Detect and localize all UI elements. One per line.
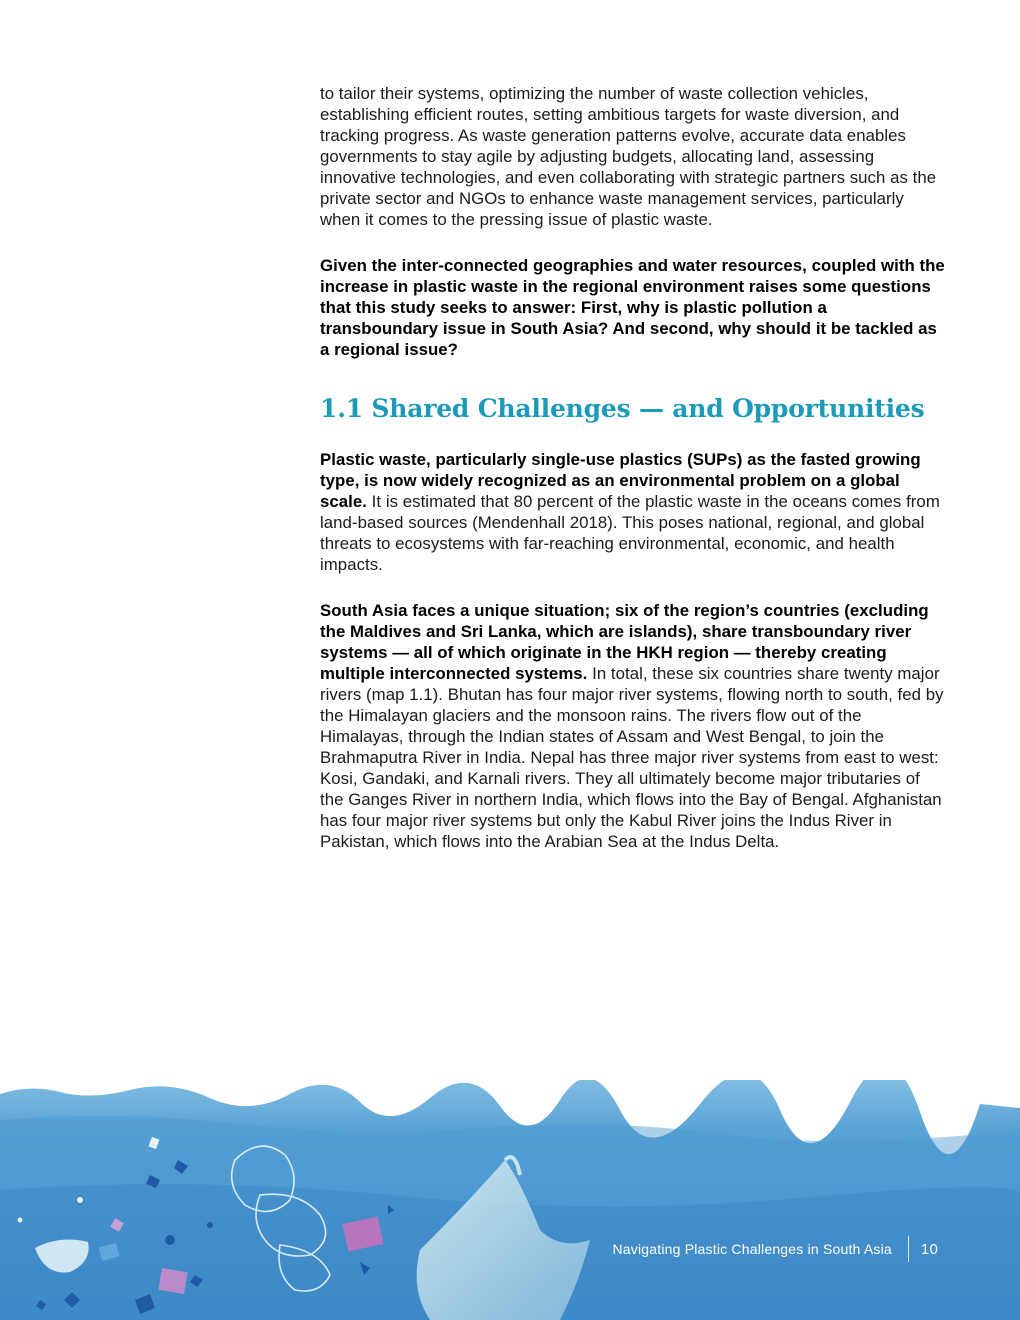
footer-divider <box>908 1236 909 1262</box>
river-systems-lead: South Asia faces a unique situation; six of the region’s countries (excluding the Maldives and Sri Lanka, which are islands), share transboundary river systems — all of which originate in the HKH region — thereby creating multiple interconnected systems. <box>320 601 929 683</box>
intro-paragraph: to tailor their systems, optimizing the number of waste collection vehicles, establishing efficient routes, setting ambitious targets for waste diversion, and tracking progress. As waste generation patterns evolve, accurate data enables governments to stay agile by adjusting budgets, allocating land, assessing innovative technologies, and even collaborating with strategic partners such as the private sector and NGOs to enhance waste management services, particularly when it comes to the pressing issue of plastic waste. <box>320 84 937 229</box>
page-number: 10 <box>920 1240 938 1258</box>
plastic-waste-body: It is estimated that 80 percent of the plastic waste in the oceans comes from land-based sources (Mendenhall 2018). This poses national, regional, and global threats to ecosystems with far-reaching environmental, economic, and health impacts. <box>320 492 940 574</box>
river-systems-body: In total, these six countries share twenty major rivers (map 1.1). Bhutan has four major river systems, flowing north to south, fed by the Himalayan glaciers and the monsoon rains. The rivers flow out of the Himalayas, through the Indian states of Assam and West Bengal, to join the Brahmaputra River in India. Nepal has three major river systems from east to west: Kosi, Gandaki, and Karnali rivers. They all ultimately become major tributaries of the Ganges River in northern India, which flows into the Bay of Bengal. Afghanistan has four major river systems but only the Kabul River joins the Indus River in Pakistan, which flows into the Arabian Sea at the Indus Delta. <box>320 664 944 851</box>
river-systems-paragraph <box>320 600 945 852</box>
plastic-waste-lead: Plastic waste, particularly single-use plastics (SUPs) as the fasted growing type, is now widely recognized as an environmental problem on a global scale. <box>320 450 921 511</box>
plastic-waste-paragraph <box>320 449 945 575</box>
research-questions-paragraph: Given the inter-connected geographies and water resources, coupled with the increase in plastic waste in the regional environment raises some questions that this study seeks to answer: First, why is plastic pollution a transboundary issue in South Asia? And second, why should it be tackled as a regional issue? <box>320 256 945 359</box>
footer-publication-title: Navigating Plastic Challenges in South Asia <box>612 1241 892 1257</box>
watercolor-water-illustration <box>0 1080 1020 1320</box>
page-footer <box>612 1236 938 1262</box>
main-text-column <box>320 83 945 877</box>
section-heading: 1.1 Shared Challenges — and Opportunities <box>320 394 925 423</box>
